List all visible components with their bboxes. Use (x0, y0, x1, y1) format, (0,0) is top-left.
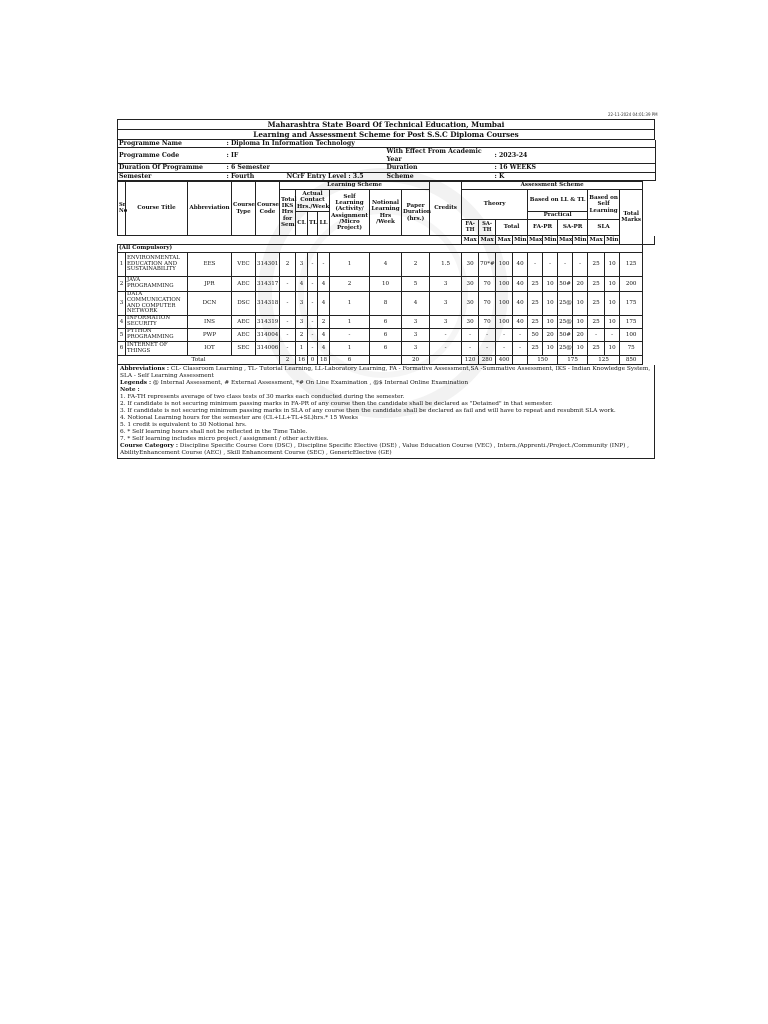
course-abbr: DCN (188, 292, 232, 316)
course-ll: - (318, 253, 330, 277)
course-sr: 3 (118, 292, 126, 316)
course-sapr-max: 50# (558, 329, 573, 342)
course-tmin: - (513, 342, 528, 356)
course-iks: - (280, 277, 296, 292)
course-iks: - (280, 316, 296, 329)
course-sath: 70 (479, 292, 496, 316)
course-sla-max: 25 (588, 253, 605, 277)
course-category-line (120, 443, 652, 457)
scheme-table (117, 181, 655, 365)
course-type-header: Course Type (232, 182, 256, 236)
course-fapr-max: 25 (528, 342, 543, 356)
course-notional: 6 (370, 329, 402, 342)
course-ll: 4 (318, 277, 330, 292)
course-title: PYTHON PROGRAMMING (126, 329, 188, 342)
course-credits: 4 (402, 292, 430, 316)
semester-value: : Fourth (226, 172, 255, 180)
course-fath: - (462, 329, 479, 342)
duration-label: Duration (386, 164, 494, 172)
scheme-value: : K (494, 172, 656, 180)
course-cl: 4 (296, 277, 308, 292)
sla-header: SLA (588, 220, 620, 236)
course-abbr: INS (188, 316, 232, 329)
min-label: Min (574, 236, 587, 243)
course-title: INTERNET OF THINGS (126, 342, 188, 356)
theory-total-header: Total (496, 220, 528, 236)
abbreviations-text: CL- Classroom Learning , TL- Tutorial Learning, LL-Laboratory Learning, FA - Formative Assessment,SA -Summative Assessment, IKS - Indian Knowledge System, SLA - Self Learning Assessment (120, 366, 651, 380)
course-tl: - (308, 277, 318, 292)
course-abbr: PWP (188, 329, 232, 342)
duration-programme: : 6 Semester (226, 164, 386, 172)
course-sla-max: 25 (588, 277, 605, 292)
course-tl: - (308, 253, 318, 277)
course-paper: - (430, 329, 462, 342)
paper-duration-header: Paper Duration (hrs.) (402, 190, 430, 236)
course-sapr-max: - (558, 253, 573, 277)
tl-header: TL (308, 212, 318, 236)
note-label: Note : (120, 387, 140, 394)
course-tmin: - (513, 329, 528, 342)
course-credits: 3 (402, 316, 430, 329)
course-sath: 70 (479, 277, 496, 292)
course-row (118, 316, 655, 329)
course-tmax: 100 (496, 253, 513, 277)
theory-header: Theory (462, 190, 528, 220)
ncrf-level: NCrF Entry Level : 3.5 (286, 172, 364, 180)
course-row (118, 253, 655, 277)
course-row (118, 292, 655, 316)
course-sr: 4 (118, 316, 126, 329)
programme-code-label: Programme Code (118, 148, 226, 164)
course-category-label: Course Category : (120, 443, 178, 450)
max-label: Max (559, 236, 573, 243)
total-sa-th: 280 (479, 356, 496, 365)
course-iks: - (280, 329, 296, 342)
course-tmin: 40 (513, 292, 528, 316)
course-title: DATA COMMUNICATION AND COMPUTER NETWORK (126, 292, 188, 316)
course-cl: 1 (296, 342, 308, 356)
course-sla-max: - (588, 329, 605, 342)
course-row (118, 329, 655, 342)
course-total: 75 (620, 342, 643, 356)
course-total: 125 (620, 253, 643, 277)
min-label: Min (606, 236, 619, 243)
course-code: 314318 (256, 292, 280, 316)
course-ll: 2 (318, 316, 330, 329)
course-tmax: - (496, 329, 513, 342)
ll-header: LL (318, 212, 330, 236)
course-sapr-max: 25@ (558, 316, 573, 329)
legends-line (120, 380, 652, 387)
course-sla-min: 10 (605, 342, 620, 356)
total-self: 6 (330, 356, 370, 365)
course-sapr-min: 10 (573, 342, 588, 356)
total-theory: 400 (496, 356, 513, 365)
course-fapr-max: - (528, 253, 543, 277)
course-row (118, 342, 655, 356)
course-type: VEC (232, 253, 256, 277)
course-sla-max: 25 (588, 342, 605, 356)
course-paper: - (430, 342, 462, 356)
min-label: Min (514, 236, 527, 243)
max-label: Max (589, 236, 603, 243)
course-sapr-min: 10 (573, 316, 588, 329)
course-tl: - (308, 316, 318, 329)
fa-th-header: FA-TH (462, 220, 479, 236)
course-tmax: 100 (496, 316, 513, 329)
self-learning-header: Self Learning (Activity/ Assignment /Micro Project) (330, 190, 370, 236)
course-fapr-min: 10 (543, 316, 558, 329)
course-sla-min: 10 (605, 277, 620, 292)
course-self: - (330, 329, 370, 342)
course-fath: - (462, 342, 479, 356)
note-item: 6. * Self learning hours shall not be reflected in the Time Table. (120, 429, 308, 436)
sa-th-header: SA-TH (479, 220, 496, 236)
fa-pr-header: FA-PR (528, 220, 558, 236)
course-iks: - (280, 292, 296, 316)
course-sapr-max: 25@ (558, 342, 573, 356)
course-type: AEC (232, 316, 256, 329)
course-type: SEC (232, 342, 256, 356)
course-title: INFORMATION SECURITY (126, 316, 188, 329)
course-sapr-max: 25@ (558, 292, 573, 316)
course-fath: 30 (462, 292, 479, 316)
course-notional: 8 (370, 292, 402, 316)
course-fapr-min: 10 (543, 277, 558, 292)
course-fapr-max: 50 (528, 329, 543, 342)
course-self: 2 (330, 277, 370, 292)
course-ll: 4 (318, 292, 330, 316)
course-fapr-min: 10 (543, 342, 558, 356)
note-item: 1. FA-TH represents average of two class tests of 30 marks each conducted during the semester. (120, 394, 405, 401)
course-title: JAVA PROGRAMMING (126, 277, 188, 292)
course-notional: 6 (370, 342, 402, 356)
course-sr: 1 (118, 253, 126, 277)
timestamp: 22-11-2024 04:01:39 PM (608, 112, 658, 117)
course-sr: 2 (118, 277, 126, 292)
course-category-text: Discipline Specific Course Core (DSC) , Discipline Specific Elective (DSE) , Value Education Course (VEC) , Intern./Apprenti./Project./Community (INP) , AbilityEnhancement Course (AEC) , Skill Enhancement Course (SEC) , GenericElective (GE) (120, 443, 630, 457)
course-fapr-max: 25 (528, 277, 543, 292)
programme-info (117, 140, 656, 181)
course-row (118, 277, 655, 292)
sr-no-header: Sr No (118, 182, 126, 236)
abbreviation-header: Abbreviation (188, 182, 232, 236)
course-cl: 3 (296, 253, 308, 277)
course-cl: 3 (296, 292, 308, 316)
course-code: 314317 (256, 277, 280, 292)
notes-section (117, 365, 655, 459)
total-fa-pr: 150 (528, 356, 558, 365)
credits-header: Credits (430, 182, 462, 236)
course-iks: 2 (280, 253, 296, 277)
legends-text: @ Internal Assessment, # External Assessment, *# On Line Examination , @$ Internal Online Examination (151, 380, 469, 387)
course-title: ENVIRONMENTAL EDUCATION AND SUSTAINABILITY (126, 253, 188, 277)
total-iks-header: Total IKS Hrs for Sem. (280, 190, 296, 236)
course-type: AEC (232, 329, 256, 342)
course-ll: 4 (318, 329, 330, 342)
note-item: 5. 1 credit is equivalent to 30 Notional hrs. (120, 422, 247, 429)
effect-value: : 2023-24 (494, 148, 656, 164)
course-abbr: IOT (188, 342, 232, 356)
total-credits: 20 (402, 356, 430, 365)
course-credits: 3 (402, 342, 430, 356)
course-self: 1 (330, 292, 370, 316)
course-tmax: - (496, 342, 513, 356)
course-paper: 3 (430, 292, 462, 316)
course-abbr: EES (188, 253, 232, 277)
course-fapr-min: - (543, 253, 558, 277)
course-sapr-min: 10 (573, 292, 588, 316)
total-label: Total (118, 356, 280, 365)
course-fapr-min: 10 (543, 292, 558, 316)
course-type: DSC (232, 292, 256, 316)
programme-name: : Diploma In Information Technology (226, 140, 656, 148)
course-self: 1 (330, 316, 370, 329)
course-fapr-min: 20 (543, 329, 558, 342)
total-sa-pr: 175 (558, 356, 588, 365)
course-tl: - (308, 329, 318, 342)
course-tmax: 100 (496, 292, 513, 316)
total-cl: 16 (296, 356, 308, 365)
course-fath: 30 (462, 316, 479, 329)
course-paper: 3 (430, 316, 462, 329)
max-label: Max (529, 236, 543, 243)
course-code: 314319 (256, 316, 280, 329)
course-credits: 3 (402, 329, 430, 342)
total-sla: 125 (588, 356, 620, 365)
total-marks-header: Total Marks (620, 190, 643, 245)
course-title-header: Course Title (126, 182, 188, 236)
max-label: Max (463, 236, 477, 243)
course-fath: 30 (462, 253, 479, 277)
course-credits: 2 (402, 253, 430, 277)
total-ll: 18 (318, 356, 330, 365)
course-code-header: Course Code (256, 182, 280, 236)
course-tl: - (308, 292, 318, 316)
based-self-header: Based on Self Learning (588, 190, 620, 220)
abbreviations-line (120, 366, 652, 380)
course-total: 175 (620, 292, 643, 316)
total-fa-th: 120 (462, 356, 479, 365)
course-tmin: 40 (513, 277, 528, 292)
semester-row (226, 172, 386, 180)
duration-programme-label: Duration Of Programme (118, 164, 226, 172)
course-sr: 6 (118, 342, 126, 356)
course-total: 200 (620, 277, 643, 292)
course-paper: 1.5 (430, 253, 462, 277)
notional-header: Notional Learning Hrs /Week (370, 190, 402, 236)
course-sath: 70*# (479, 253, 496, 277)
course-type: AEC (232, 277, 256, 292)
course-notional: 4 (370, 253, 402, 277)
course-sla-min: 10 (605, 253, 620, 277)
course-tl: - (308, 342, 318, 356)
course-paper: 3 (430, 277, 462, 292)
semester-label: Semester (118, 172, 226, 180)
course-sla-min: 10 (605, 316, 620, 329)
course-sath: - (479, 342, 496, 356)
note-item: 4. Notional Learning hours for the semester are (CL+LL+TL+SL)hrs.* 15 Weeks (120, 415, 358, 422)
assessment-scheme-header: Assessment Scheme (462, 182, 643, 190)
max-label: Max (480, 236, 494, 243)
course-code: 314006 (256, 342, 280, 356)
practical-header: Practical (528, 212, 588, 220)
course-sla-min: - (605, 329, 620, 342)
cl-header: CL (296, 212, 308, 236)
programme-code: : IF (226, 148, 386, 164)
note-item: 7. * Self learning includes micro project / assignment / other activities. (120, 436, 329, 443)
effect-label: With Effect From Academic Year (386, 148, 494, 164)
course-sath: - (479, 329, 496, 342)
programme-name-label: Programme Name (118, 140, 226, 148)
course-cl: 3 (296, 316, 308, 329)
course-sapr-max: 50# (558, 277, 573, 292)
course-total: 175 (620, 316, 643, 329)
course-fapr-max: 25 (528, 292, 543, 316)
course-sapr-min: 20 (573, 277, 588, 292)
course-sla-max: 25 (588, 292, 605, 316)
header-table (117, 119, 655, 140)
board-title: Maharashtra State Board Of Technical Education, Mumbai (118, 120, 655, 130)
based-ll-tl-header: Based on LL & TL (528, 190, 588, 212)
course-iks: - (280, 342, 296, 356)
course-code: 314004 (256, 329, 280, 342)
all-compulsory-label: (All Compulsory) (118, 245, 643, 253)
min-label: Min (544, 236, 557, 243)
course-abbr: JPR (188, 277, 232, 292)
course-cl: 2 (296, 329, 308, 342)
course-sapr-min: - (573, 253, 588, 277)
scheme-title: Learning and Assessment Scheme for Post S.S.C Diploma Courses (118, 130, 655, 140)
course-fapr-max: 25 (528, 316, 543, 329)
max-label: Max (497, 236, 511, 243)
course-fath: 30 (462, 277, 479, 292)
note-item: 2. If candidate is not securing minimum passing marks in FA-PR of any course then the candidate shall be declared as "Detained" in that semester. (120, 401, 553, 408)
course-notional: 10 (370, 277, 402, 292)
course-tmin: 40 (513, 253, 528, 277)
course-code: 314301 (256, 253, 280, 277)
course-self: 1 (330, 342, 370, 356)
course-sath: 70 (479, 316, 496, 329)
scheme-label: Scheme (386, 172, 494, 180)
learning-scheme-header: Learning Scheme (280, 182, 430, 190)
course-sla-min: 10 (605, 292, 620, 316)
course-notional: 6 (370, 316, 402, 329)
course-self: 1 (330, 253, 370, 277)
course-sapr-min: 20 (573, 329, 588, 342)
course-tmax: 100 (496, 277, 513, 292)
scheme-document (117, 119, 655, 459)
total-marks: 850 (620, 356, 643, 365)
total-iks: 2 (280, 356, 296, 365)
legends-label: Legends : (120, 380, 152, 387)
course-credits: 5 (402, 277, 430, 292)
course-tmin: 40 (513, 316, 528, 329)
total-tl: 0 (308, 356, 318, 365)
note-item: 3. If candidate is not securing minimum passing marks in SLA of any course then the candidate shall be declared as fail and will have to repeat and resubmit SLA work. (120, 408, 616, 415)
sa-pr-header: SA-PR (558, 220, 588, 236)
actual-contact-header: Actual Contact Hrs./Week (297, 191, 330, 210)
course-total: 100 (620, 329, 643, 342)
abbreviations-label: Abbreviations : (120, 366, 170, 373)
course-ll: 4 (318, 342, 330, 356)
course-sr: 5 (118, 329, 126, 342)
duration-value: : 16 WEEKS (494, 164, 656, 172)
course-sla-max: 25 (588, 316, 605, 329)
